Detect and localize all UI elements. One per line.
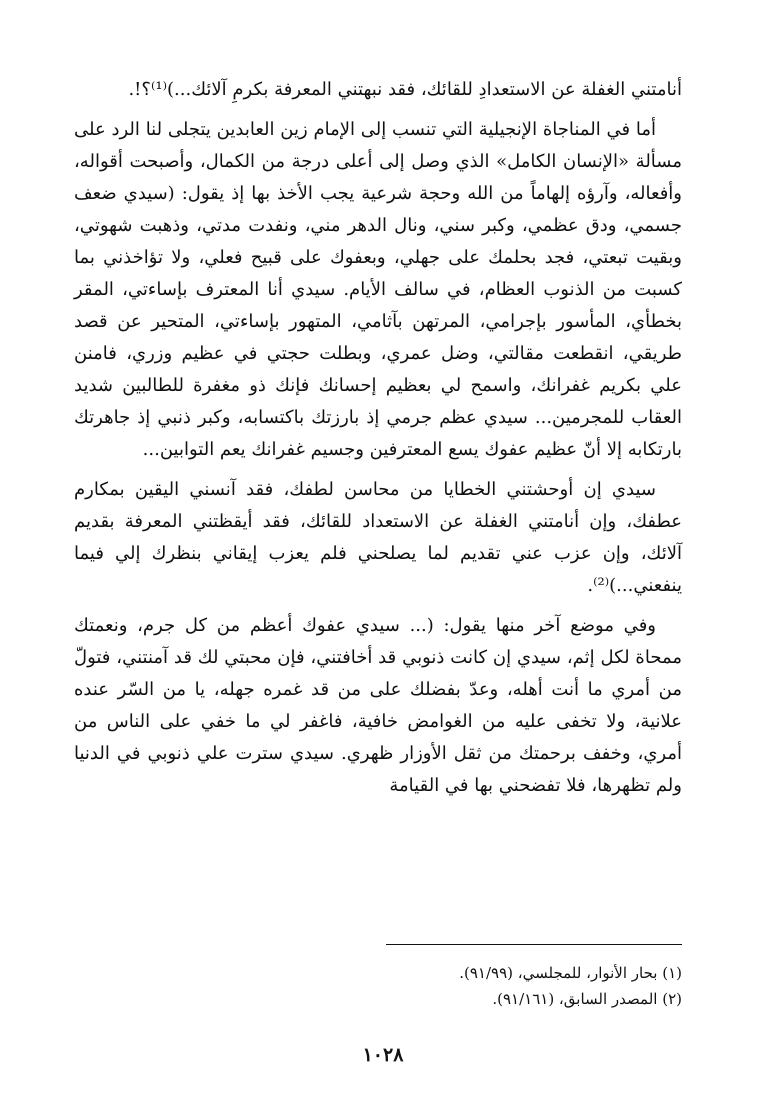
paragraph: وفي موضع آخر منها يقول: (... سيدي عفوك أعظم من كل جرم، ونعمتك ممحاة لكل إثم، سيدي إن كانت ذنوبي قد أخافتني، فإن محبتي لك قد آمنتني، فتولّ من أمري ما أنت أهله، وعدّ بفضلك على من قد غمره جهله، يا من السّر عنده علانية، ولا تخفى عليه من الغوامض خافية، فاغفر لي ما خفي على الناس من أمري، وخفف برحمتك من ثقل الأوزار ظهري. سيدي سترت علي ذنوبي في الدنيا ولم تظهرها، فلا تفضحني بها في القيامة <box>74 615 682 796</box>
paragraph: أما في المناجاة الإنجيلية التي تنسب إلى الإمام زين العابدين يتجلى لنا الرد على مسألة «الإنسان الكامل» الذي وصل إلى أعلى درجة من الكمال، وأصبحت أقواله، وأفعاله، وآرؤه إلهاماً من الله وحجة شرعية يجب الأخذ بها إذ يقول: (سيدي ضعف جسمي، ودق عظمي، وكبر سني، ونال الدهر مني، ونفدت مدتي، وذهبت شهوتي، وبقيت تبعتي، فجد بحلمك على جهلي، وبعفوك على قبيح فعلي، ولا تؤاخذني بما كسبت من الذنوب العظام، في سالف الأيام. سيدي أنا المعترف بإساءتي، المقر بخطأي، المأسور بإجرامي، المرتهن بآثامي، المتهور بإساءتي، المتحير عن قصد طريقي، انقطعت مقالتي، وضل عمري، وبطلت حجتي في عظيم وزري، فامنن علي بكريم غفرانك، واسمح لي بعظيم إحسانك فإنك ذو مغفرة للطالبين شديد العقاب للمجرمين... سيدي عظم جرمي إذ بارزتك باكتسابه، وكبر ذنبي إذ جاهرتك بارتكابه إلا أنّ عظيم عفوك يسع المعترفين وجسيم غفرانك يعم التوابين... <box>74 119 682 460</box>
page-number: ١٠٢٨ <box>362 1044 404 1066</box>
paragraph: أنامتني الغفلة عن الاستعدادِ للقائك، فقد نبهتني المعرفة بكرمِ آلائك...)⁽¹⁾؟!. <box>128 79 682 100</box>
footnote: (٢) المصدر السابق، (٩١/١٦١). <box>492 990 682 1008</box>
paragraph: سيدي إن أوحشتني الخطايا من محاسن لطفك، فقد آنسني اليقين بمكارم عطفك، وإن أنامتني الغفلة عن الاستعداد للقائك، فقد أيقظتني المعرفة بقديم آلائك، وإن عزب عني تقديم لما يصلحني فلم يعزب إيقاني بنظرك إلي فيما ينفعني...)⁽²⁾. <box>74 479 682 596</box>
footnote-divider <box>386 944 682 945</box>
footnotes <box>74 960 682 1012</box>
footnote: (١) بحار الأنوار، للمجلسي، (٩١/٩٩). <box>459 964 682 982</box>
body-text <box>74 74 682 810</box>
